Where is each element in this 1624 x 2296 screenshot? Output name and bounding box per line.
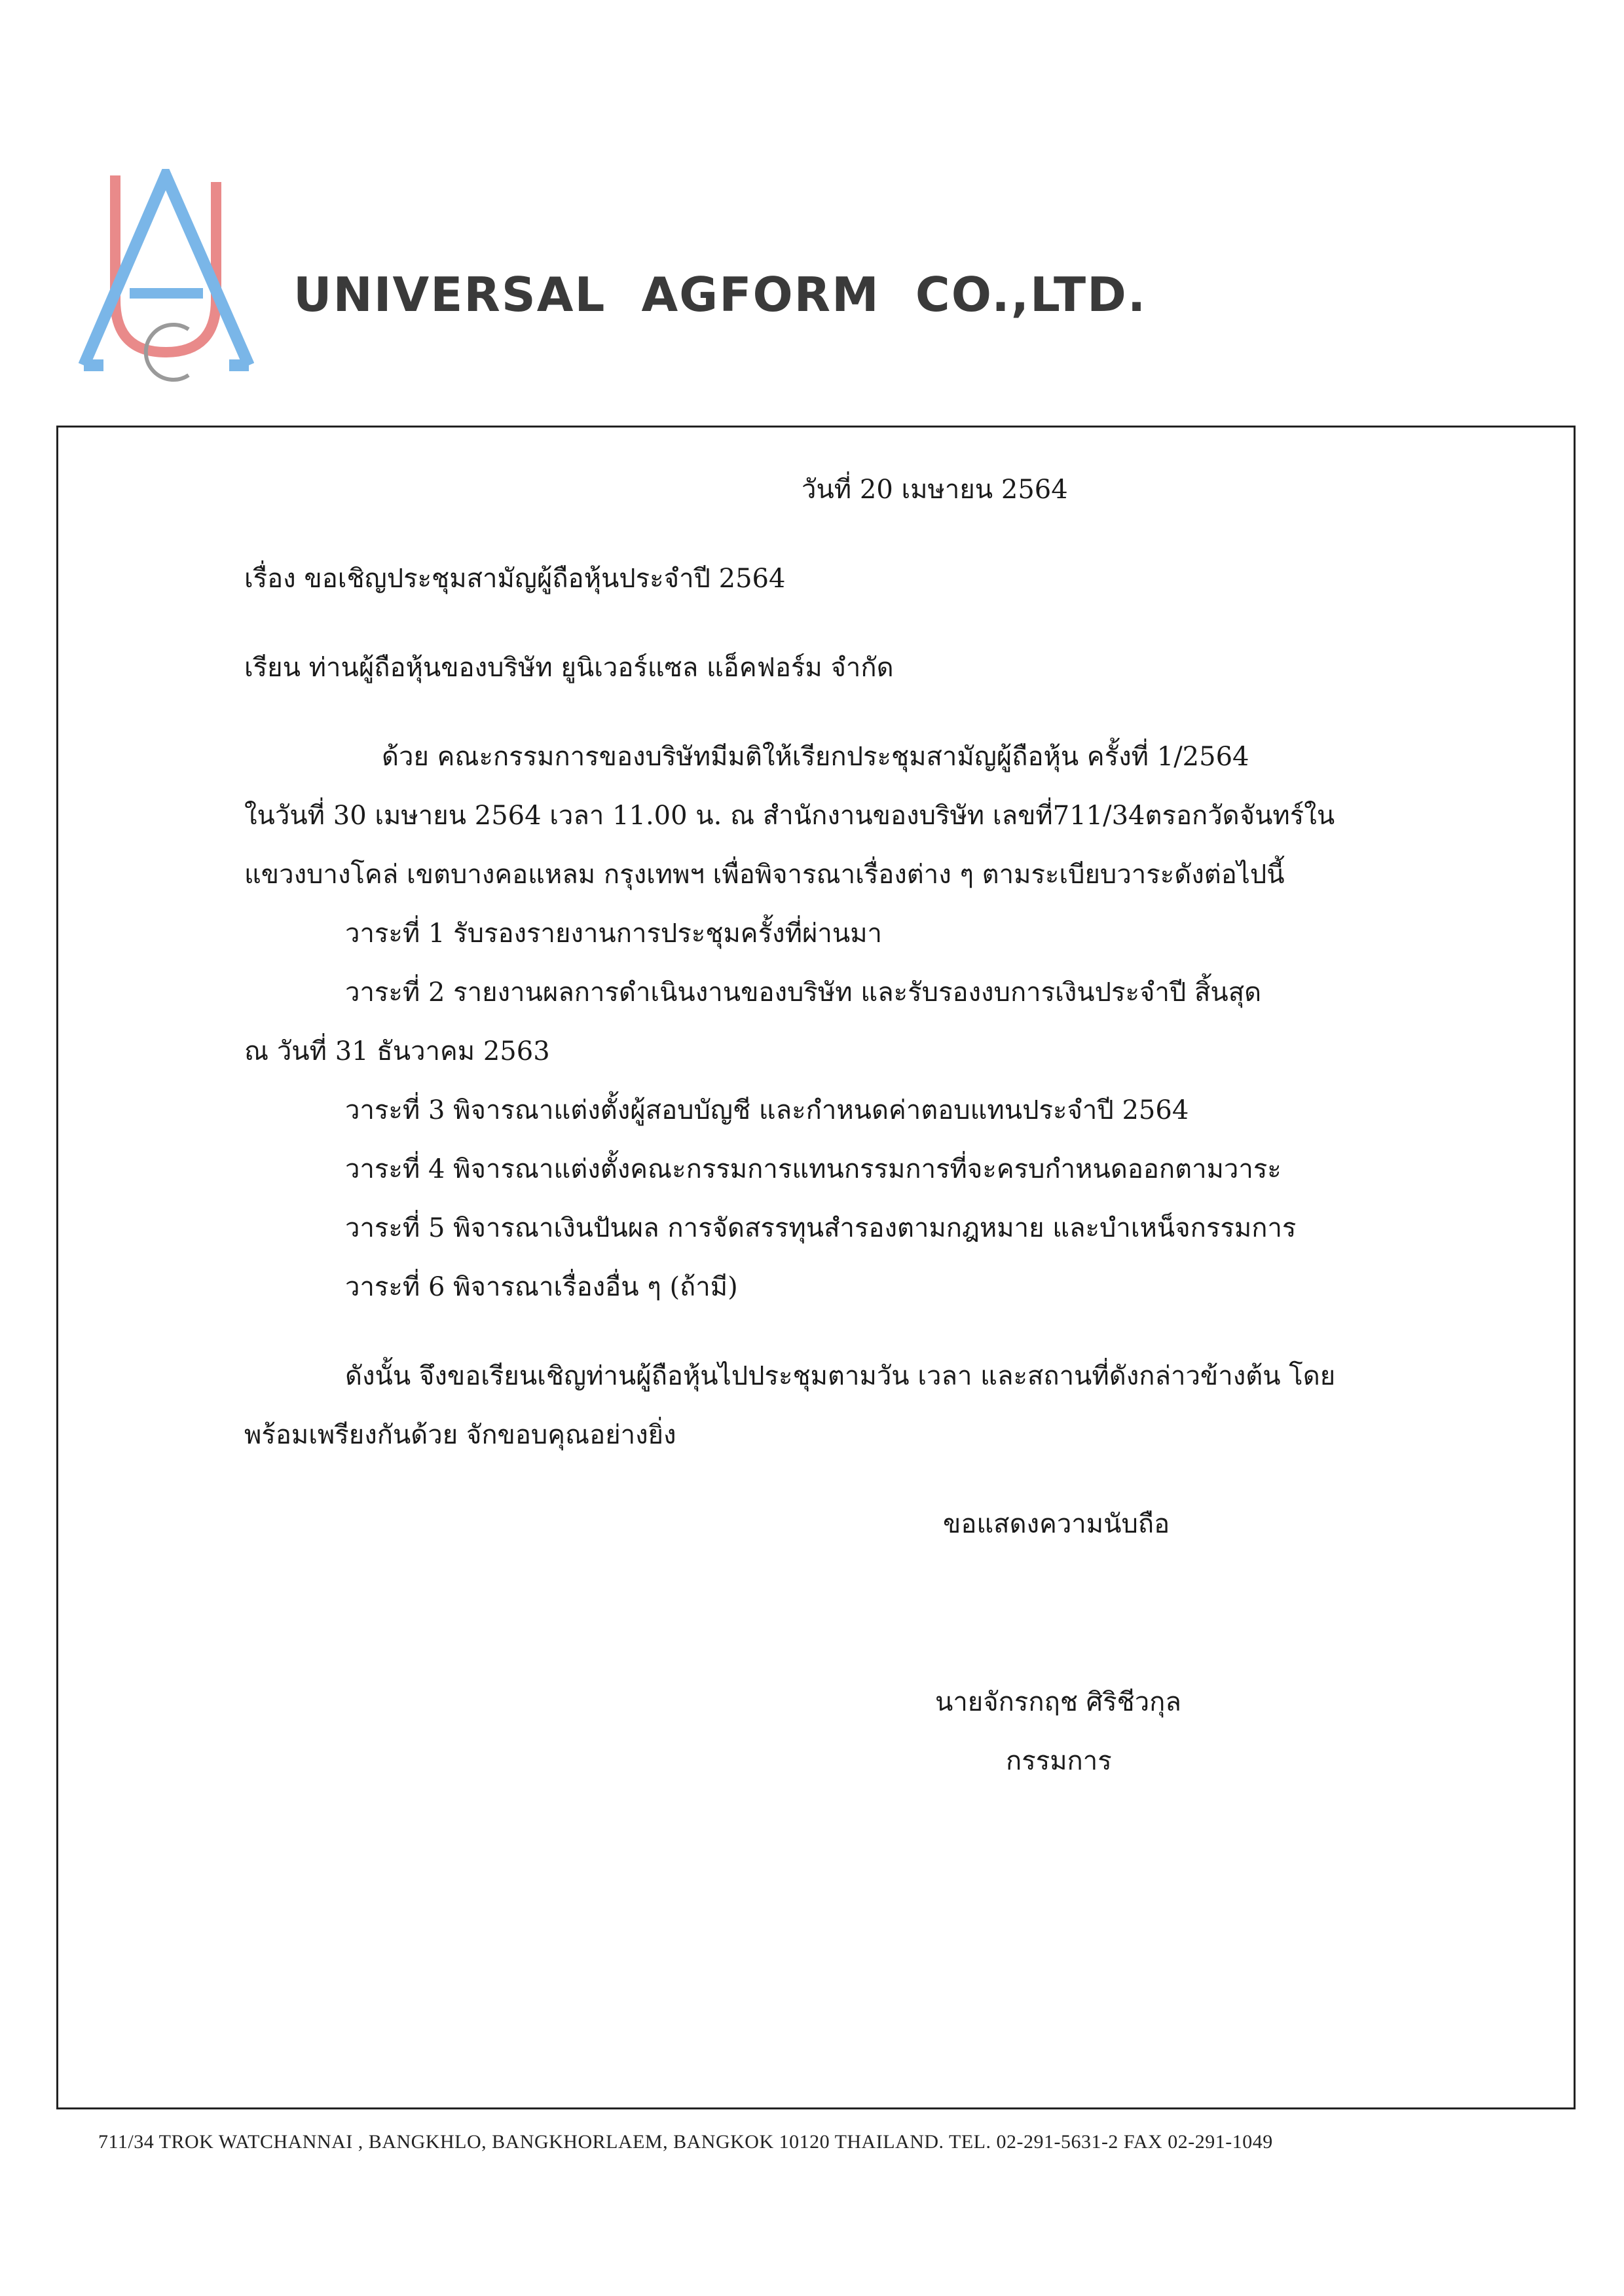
agenda-item-continuation: ณ วันที่ 31 ธันวาคม 2563	[244, 1036, 550, 1066]
regards: ขอแสดงความนับถือ	[943, 1509, 1170, 1539]
letter-salutation: เรียน ท่านผู้ถือหุ้นของบริษัท ยูนิเวอร์แซล แอ็คฟอร์ม จำกัด	[244, 653, 894, 683]
agenda-item: วาระที่ 1 รับรองรายงานการประชุมครั้งที่ผ่านมา	[345, 919, 883, 949]
closing-line: ดังนั้น จึงขอเรียนเชิญท่านผู้ถือหุ้นไปประชุมตามวัน เวลา และสถานที่ดังกล่าวข้างต้น โดย	[345, 1361, 1336, 1391]
company-logo	[77, 169, 254, 392]
agenda-item: วาระที่ 2 รายงานผลการดำเนินงานของบริษัท และรับรองงบการเงินประจำปี สิ้นสุด	[345, 977, 1262, 1008]
agenda-item: วาระที่ 5 พิจารณาเงินปันผล การจัดสรรทุนสำรองตามกฎหมาย และบำเหน็จกรรมการ	[345, 1213, 1297, 1243]
agenda-item: วาระที่ 4 พิจารณาแต่งตั้งคณะกรรมการแทนกรรมการที่จะครบกำหนดออกตามวาระ	[345, 1154, 1282, 1184]
letter-date: วันที่ 20 เมษายน 2564	[802, 475, 1068, 505]
signer-name: นายจักรกฤช ศิริชีวกุล	[935, 1687, 1181, 1717]
intro-line: ด้วย คณะกรรมการของบริษัทมีมติให้เรียกประชุมสามัญผู้ถือหุ้น ครั้งที่ 1/2564	[382, 742, 1249, 772]
closing-line: พร้อมเพรียงกันด้วย จักขอบคุณอย่างยิ่ง	[244, 1420, 676, 1450]
intro-line: แขวงบางโคล่ เขตบางคอแหลม กรุงเทพฯ เพื่อพิจารณาเรื่องต่าง ๆ ตามระเบียบวาระดังต่อไปนี้	[244, 860, 1285, 890]
agenda-item: วาระที่ 6 พิจารณาเรื่องอื่น ๆ (ถ้ามี)	[345, 1272, 738, 1302]
letter-subject: เรื่อง ขอเชิญประชุมสามัญผู้ถือหุ้นประจำปี 2564	[244, 564, 786, 594]
company-name: UNIVERSAL AGFORM CO.,LTD.	[293, 267, 1147, 322]
intro-line: ในวันที่ 30 เมษายน 2564 เวลา 11.00 น. ณ สำนักงานของบริษัท เลขที่711/34ตรอกวัดจันทร์ใน	[244, 801, 1335, 831]
signer-title: กรรมการ	[1006, 1746, 1112, 1776]
footer-address: 711/34 TROK WATCHANNAI , BANGKHLO, BANGKHORLAEM, BANGKOK 10120 THAILAND. TEL. 02-291-5631-2 FAX 02-291-1049	[98, 2131, 1273, 2153]
agenda-item: วาระที่ 3 พิจารณาแต่งตั้งผู้สอบบัญชี และกำหนดค่าตอบแทนประจำปี 2564	[345, 1095, 1189, 1125]
